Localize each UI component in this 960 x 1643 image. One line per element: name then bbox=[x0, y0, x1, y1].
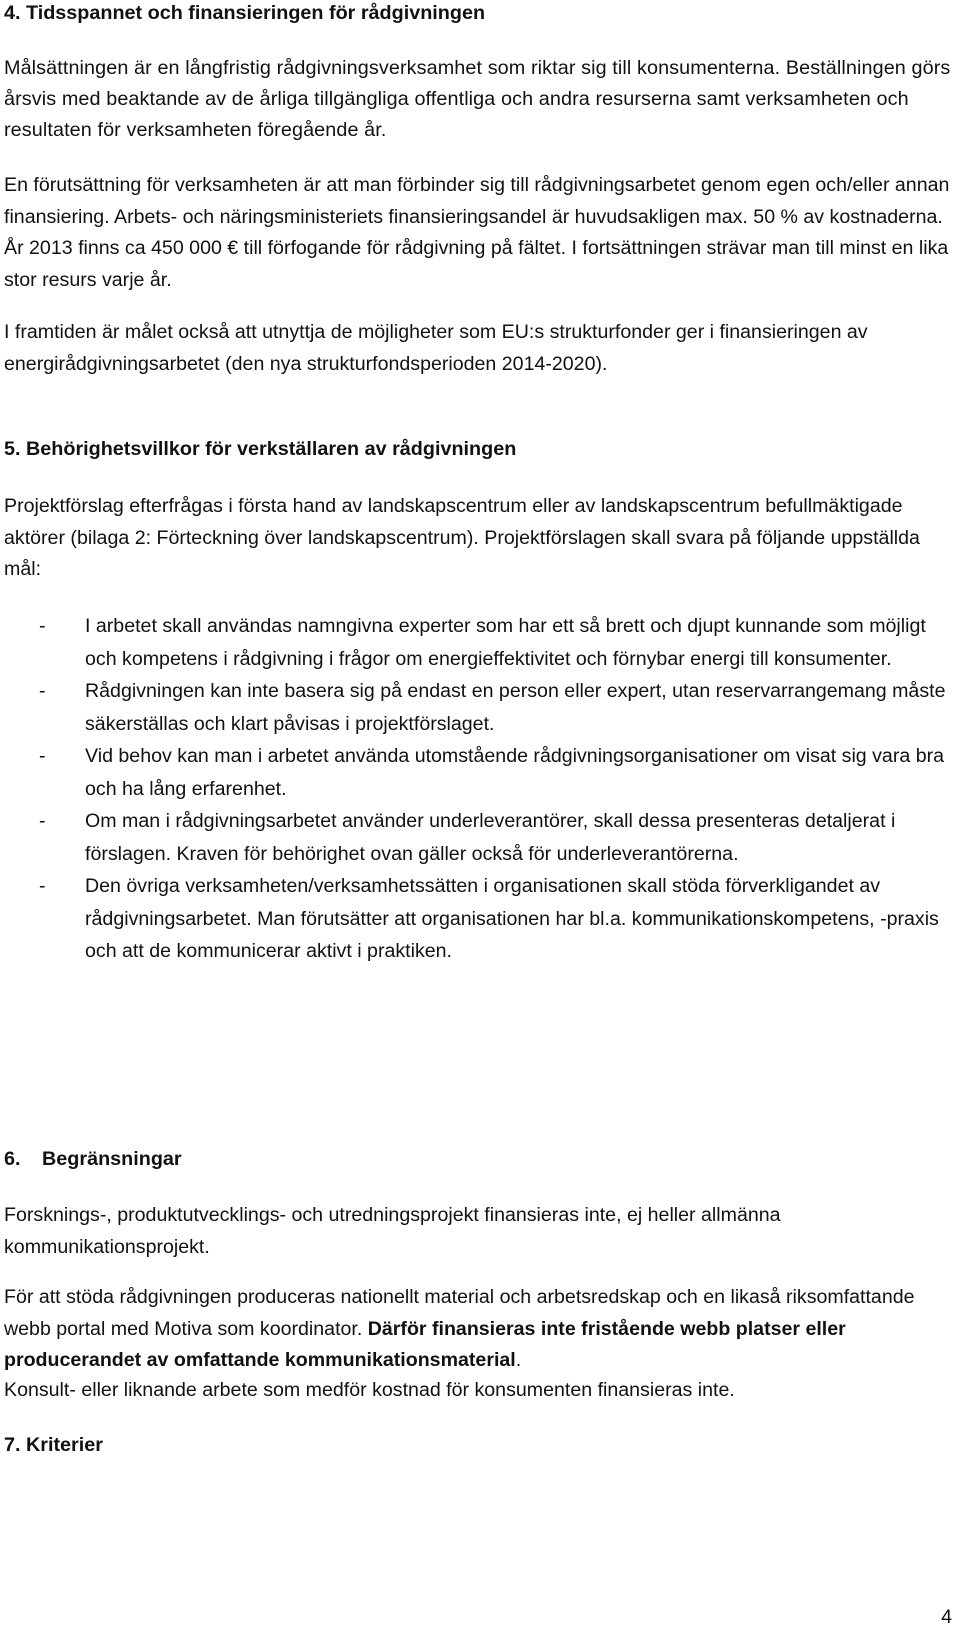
section-4-paragraph-3: I framtiden är målet också att utnyttja de möjligheter som EU:s strukturfonder ger i finansieringen av energirådgivningsarbetet (den nya strukturfondsperioden 2014-2020). bbox=[4, 321, 868, 375]
list-dash: - bbox=[39, 875, 46, 897]
page-number: 4 bbox=[941, 1606, 952, 1628]
list-item bbox=[4, 675, 954, 740]
list-dash: - bbox=[39, 615, 46, 637]
list-item-text: Rådgivningen kan inte basera sig på endast en person eller expert, utan reservarrangemang måste säkerställas och klart påvisas i projektförslaget. bbox=[85, 680, 946, 735]
list-dash: - bbox=[39, 680, 46, 702]
list-item bbox=[4, 870, 954, 968]
list-dash: - bbox=[39, 810, 46, 832]
section-6-title: Begränsningar bbox=[42, 1148, 182, 1170]
section-4-heading: 4. Tidsspannet och finansieringen för rådgivningen bbox=[4, 2, 486, 24]
section-6-paragraph-2-end: . bbox=[515, 1349, 522, 1371]
section-6-heading bbox=[4, 1144, 182, 1175]
section-5-intro: Projektförslag efterfrågas i första hand av landskapscentrum eller av landskapscentrum befullmäktigade aktörer (bilaga 2: Förteckning över landskapscentrum). Projektförslagen skall svara på följande uppställda mål: bbox=[4, 495, 920, 580]
section-6-number: 6. bbox=[4, 1148, 21, 1170]
section-6-paragraph-1: Forsknings-, produktutvecklings- och utredningsprojekt finansieras inte, ej heller allmänna kommunikationsprojekt. bbox=[4, 1204, 781, 1258]
list-item bbox=[4, 610, 954, 675]
requirements-list bbox=[4, 610, 954, 968]
list-item-text: Den övriga verksamheten/verksamhetssätten i organisationen skall stöda förverkligandet av rådgivningsarbetet. Man förutsätter att organisationen har bl.a. kommunikationskompetens, -praxis och att de kommunicerar aktivt i praktiken. bbox=[85, 875, 939, 962]
list-item bbox=[4, 740, 954, 805]
section-6-paragraph-2 bbox=[4, 1282, 954, 1377]
section-7-heading: 7. Kriterier bbox=[4, 1434, 103, 1456]
list-dash: - bbox=[39, 745, 46, 767]
section-6-paragraph-2-emphasis: Därför finansieras inte fristående webb platser eller producerandet av omfattande kommunikationsmaterial bbox=[4, 1317, 846, 1371]
list-item-text: Om man i rådgivningsarbetet använder underleverantörer, skall dessa presenteras detaljerat i förslagen. Kraven för behörighet ovan gäller också för underleverantörerna. bbox=[85, 810, 896, 865]
section-6-paragraph-3: Konsult- eller liknande arbete som medför kostnad för konsumenten finansieras inte. bbox=[4, 1379, 735, 1401]
section-6-paragraph-2-text: För att stöda rådgivningen produceras nationellt material och arbetsredskap och en likaså riksomfattande webb portal med Motiva som koordinator. bbox=[4, 1286, 915, 1340]
section-5-heading: 5. Behörighetsvillkor för verkställaren av rådgivningen bbox=[4, 438, 517, 460]
section-4-paragraph-1: Målsättningen är en långfristig rådgivningsverksamhet som riktar sig till konsumenterna. Beställningen görs årsvis med beaktande av de årliga tillgängliga offentliga och andra resurserna samt verksamheten och resultaten för verksamheten föregående år. bbox=[4, 57, 951, 142]
section-4-paragraph-2: En förutsättning för verksamheten är att man förbinder sig till rådgivningsarbetet genom egen och/eller annan finansiering. Arbets- och näringsministeriets finansieringsandel är huvudsakligen max. 50 % av kostnaderna. År 2013 finns ca 450 000 € till förfogande för rådgivning på fältet. I fortsättningen strävar man till minst en lika stor resurs varje år. bbox=[4, 174, 950, 291]
list-item-text: I arbetet skall användas namngivna experter som har ett så brett och djupt kunnande som möjligt och kompetens i rådgivning i frågor om energieffektivitet och förnybar energi till konsumenter. bbox=[85, 615, 926, 670]
list-item bbox=[4, 805, 954, 870]
list-item-text: Vid behov kan man i arbetet använda utomstående rådgivningsorganisationer om visat sig vara bra och ha lång erfarenhet. bbox=[85, 745, 945, 800]
